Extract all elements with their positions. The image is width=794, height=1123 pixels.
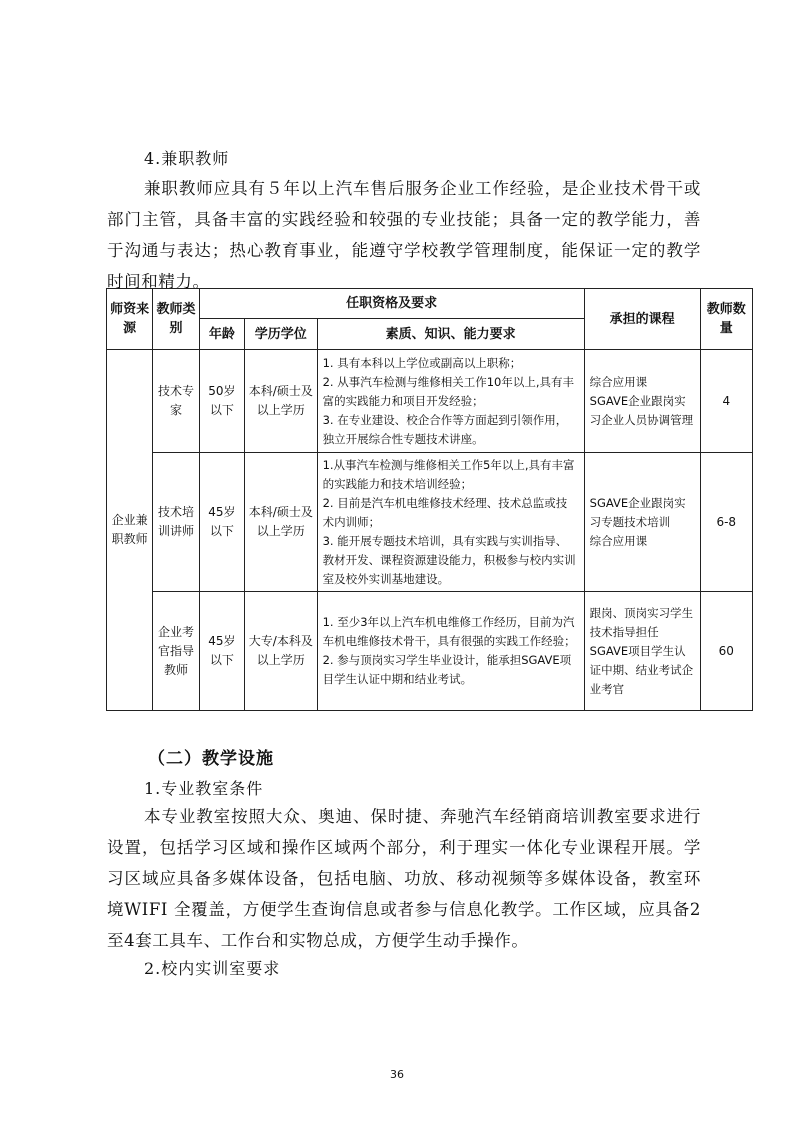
section-heading-part-time-teachers: 4.兼职教师 [144, 149, 230, 168]
header-category: 教师类别 [153, 289, 199, 350]
cell-category: 技术专家 [153, 350, 199, 453]
cell-courses: 跟岗、顶岗实习学生技术指导担任SGAVE项目学生认证中期、结业考试企业考官 [584, 592, 700, 711]
cell-education: 本科/硕士及以上学历 [245, 350, 318, 453]
cell-age: 45岁以下 [199, 453, 244, 592]
cell-education: 本科/硕士及以上学历 [245, 453, 318, 592]
cell-courses: SGAVE企业跟岗实习专题技术培训 综合应用课 [584, 453, 700, 592]
header-source: 师资来源 [107, 289, 153, 350]
cell-source: 企业兼职教师 [107, 350, 153, 711]
header-quality: 素质、知识、能力要求 [317, 319, 584, 350]
table-row [107, 592, 753, 711]
cell-count: 6-8 [700, 453, 752, 592]
cell-category: 技术培训讲师 [153, 453, 199, 592]
subheading-training-room-requirements: 2.校内实训室要求 [144, 959, 281, 978]
part-time-teachers-paragraph: 兼职教师应具有５年以上汽车售后服务企业工作经验，是企业技术骨干或部门主管，具备丰富的实践经验和较强的专业技能；具备一定的教学能力，善于沟通与表达；热心教育事业，能遵守学校教学管理制度，能保证一定的教学时间和精力。 [107, 179, 701, 291]
cell-requirements: 1.从事汽车检测与维修相关工作5年以上,具有丰富的实践能力和技术培训经验； 2. 目前是汽车机电维修技术经理、技术总监或技术内训师； 3. 能开展专题技术培训，具有实践与实训指导、教材开发、课程资源建设能力，积极参与校内实训室及校外实训基地建设。 [317, 453, 584, 592]
cell-age: 45岁以下 [199, 592, 244, 711]
table-row [107, 350, 753, 453]
header-courses: 承担的课程 [584, 289, 700, 350]
cell-count: 4 [700, 350, 752, 453]
cell-age: 50岁以下 [199, 350, 244, 453]
header-qualification-group: 任职资格及要求 [199, 289, 584, 319]
subheading-classroom-conditions: 1.专业教室条件 [144, 779, 264, 798]
cell-requirements: 1. 具有本科以上学位或副高以上职称； 2. 从事汽车检测与维修相关工作10年以上,具有丰富的实践能力和项目开发经验； 3. 在专业建设、校企合作等方面起到引领作用，独立开展综合性专题技术讲座。 [317, 350, 584, 453]
header-education: 学历学位 [245, 319, 318, 350]
table-header-row-1 [107, 289, 753, 319]
cell-requirements: 1. 至少3年以上汽车机电维修工作经历，目前为汽车机电维修技术骨干，具有很强的实践工作经验； 2. 参与顶岗实习学生毕业设计，能承担SGAVE项目学生认证中期和结业考试。 [317, 592, 584, 711]
header-age: 年龄 [199, 319, 244, 350]
page-number: 36 [390, 1068, 404, 1081]
cell-courses: 综合应用课 SGAVE企业跟岗实习企业人员协调管理 [584, 350, 700, 453]
table-row [107, 453, 753, 592]
part-time-teacher-requirements-table [106, 288, 753, 711]
cell-category: 企业考官指导教师 [153, 592, 199, 711]
classroom-conditions-paragraph: 本专业教室按照大众、奥迪、保时捷、奔驰汽车经销商培训教室要求进行设置，包括学习区域和操作区域两个部分，利于理实一体化专业课程开展。学习区域应具备多媒体设备，包括电脑、功放、移动视频等多媒体设备，教室环境WIFI 全覆盖，方便学生查询信息或者参与信息化教学。工作区域，应具备2至4套工具车、工作台和实物总成，方便学生动手操作。 [107, 807, 701, 950]
cell-education: 大专/本科及以上学历 [245, 592, 318, 711]
header-count: 教师数量 [700, 289, 752, 350]
cell-count: 60 [700, 592, 752, 711]
section-title-teaching-facilities: （二）教学设施 [148, 749, 274, 769]
